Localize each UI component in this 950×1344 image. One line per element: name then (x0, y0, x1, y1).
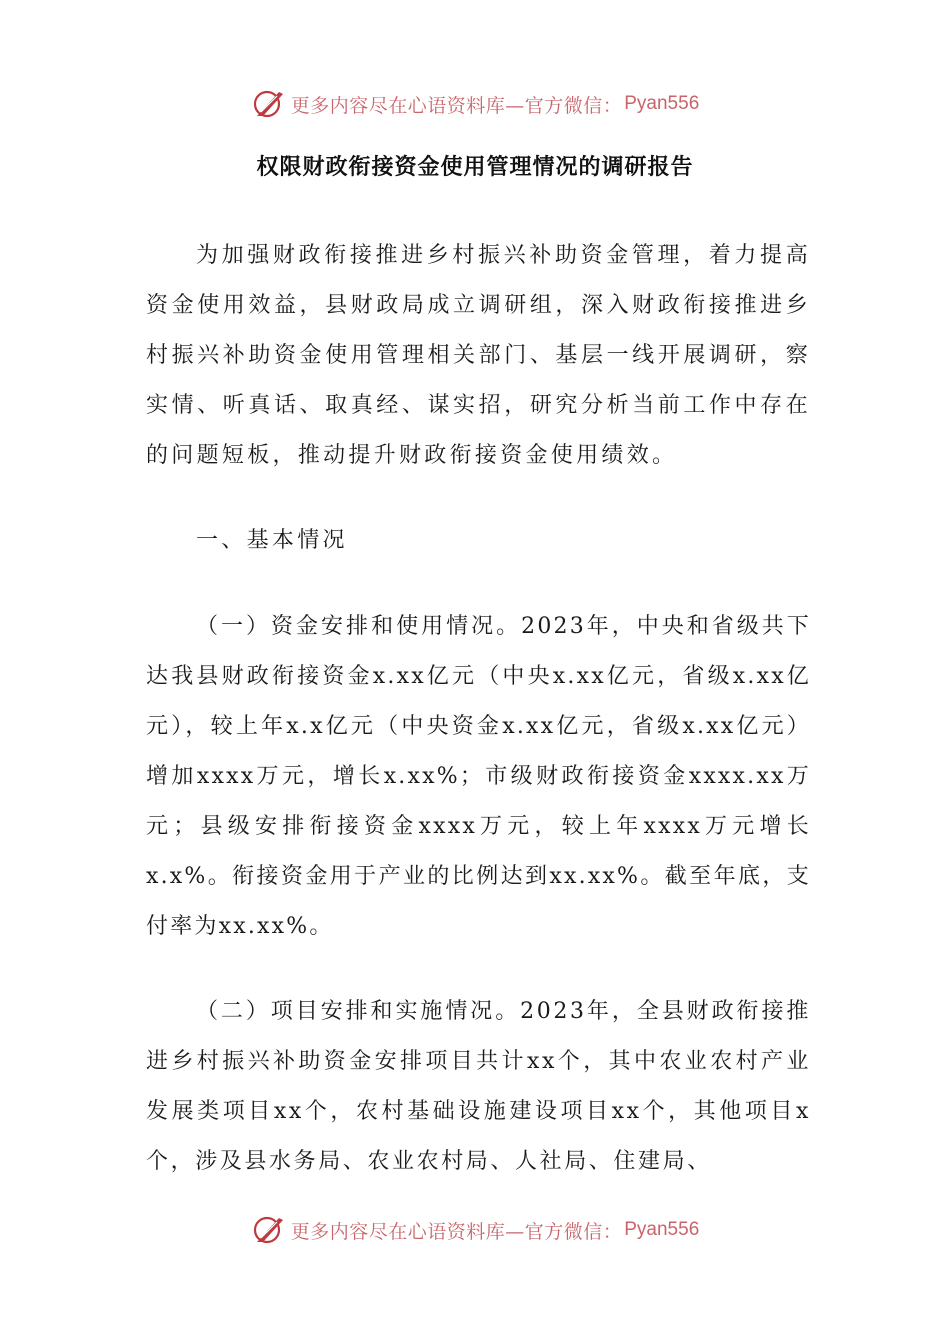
banner-wechat-id: Pyan556 (624, 1219, 700, 1240)
banner-text: 更多内容尽在心语资料库—官方微信： (290, 94, 623, 117)
quill-logo-icon (251, 1212, 287, 1248)
footer-watermark-banner (0, 1210, 950, 1250)
intro-paragraph: 为加强财政衔接推进乡村振兴补助资金管理，着力提高资金使用效益，县财政局成立调研组，深入财政衔接推进乡村振兴补助资金使用管理相关部门、基层一线开展调研，察实情、听真话、取真经、谋实招，研究分析当前工作中存在的问题短板，推动提升财政衔接资金使用绩效。 (146, 243, 811, 468)
funding-paragraph: （一）资金安排和使用情况。2023年，中央和省级共下达我县财政衔接资金x.xx亿元（中央x.xx亿元，省级x.xx亿元），较上年x.x亿元（中央资金x.xx亿元，省级x.xx亿元）增加xxxx万元，增长x.xx%；市级财政衔接资金xxxx.xx万元；县级安排衔接资金xxxx万元，较上年xxxx万元增长x.x%。衔接资金用于产业的比例达到xx.xx%。截至年底，支付率为xx.xx%。 (146, 614, 811, 939)
section-heading: 一、基本情况 (196, 528, 348, 553)
project-paragraph: （二）项目安排和实施情况。2023年，全县财政衔接推进乡村振兴补助资金安排项目共计xx个，其中农业农村产业发展类项目xx个，农村基础设施建设项目xx个，其他项目x个，涉及县水务局、农业农村局、人社局、住建局、 (146, 999, 811, 1174)
quill-logo-icon (251, 86, 287, 122)
document-title: 权限财政衔接资金使用管理情况的调研报告 (256, 155, 694, 180)
banner-wechat-id: Pyan556 (624, 93, 700, 114)
banner-text: 更多内容尽在心语资料库—官方微信： (290, 1220, 623, 1243)
header-watermark-banner (0, 84, 950, 124)
